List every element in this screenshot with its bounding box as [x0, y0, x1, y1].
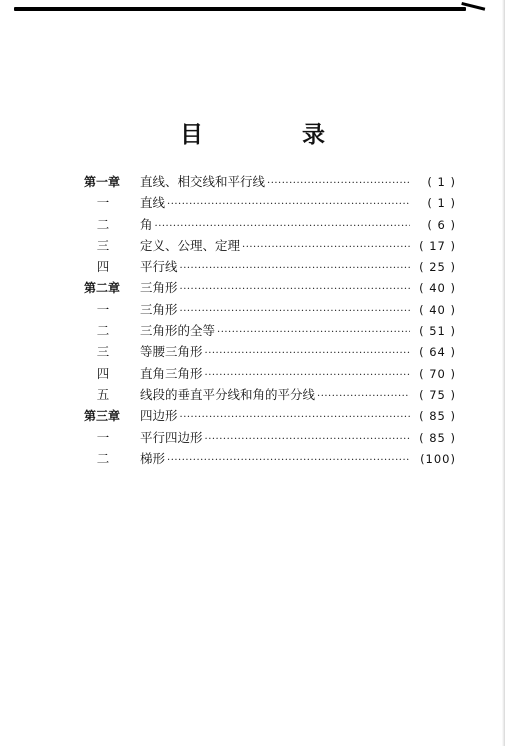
section-number: 一 [96, 429, 110, 445]
toc-chapter-row[interactable] [84, 172, 456, 193]
dot-leader [317, 391, 410, 402]
toc-section-row[interactable] [84, 300, 456, 321]
dot-leader [167, 455, 410, 466]
toc-section-row[interactable] [84, 321, 456, 342]
dot-leader [205, 434, 410, 445]
toc-entry-title: 三角形 [140, 301, 178, 317]
section-number: 四 [96, 259, 110, 275]
dot-leader [217, 327, 410, 338]
toc-section-row[interactable] [84, 193, 456, 214]
section-number: 一 [96, 301, 110, 317]
toc-entry-title: 平行线 [140, 259, 178, 275]
page-number: ( 75 ) [419, 387, 456, 402]
section-number: 二 [96, 323, 110, 339]
dot-leader [180, 306, 410, 317]
page-number: ( 85 ) [419, 409, 456, 424]
page-number: ( 51 ) [419, 324, 456, 339]
page-number: ( 6 ) [427, 217, 456, 232]
toc-entry-title: 三角形的全等 [140, 323, 216, 339]
dot-leader [180, 263, 410, 274]
toc-entry-title: 定义、公理、定理 [140, 237, 241, 253]
toc-section-row[interactable] [84, 257, 456, 278]
chapter-number: 第一章 [84, 175, 121, 189]
toc-entry-title: 梯形 [140, 450, 166, 466]
section-number: 二 [96, 216, 110, 232]
table-of-contents [84, 172, 456, 470]
toc-entry-title: 直角三角形 [140, 365, 203, 381]
section-number: 一 [96, 195, 110, 211]
section-number: 三 [96, 344, 110, 360]
toc-entry-title: 线段的垂直平分线和角的平分线 [140, 386, 316, 402]
top-rule-corner [459, 2, 485, 20]
page-number: ( 70 ) [419, 366, 456, 381]
toc-section-row[interactable] [84, 342, 456, 363]
chapter-number: 第二章 [84, 281, 121, 296]
dot-leader [155, 221, 410, 232]
page-number: ( 40 ) [419, 281, 456, 296]
dot-leader [242, 242, 410, 253]
section-number: 四 [96, 365, 110, 381]
toc-section-row[interactable] [84, 236, 456, 257]
section-number: 五 [96, 386, 110, 402]
toc-section-row[interactable] [84, 428, 456, 449]
page-title: 目 录 [180, 122, 363, 148]
dot-leader [205, 370, 410, 381]
toc-section-row[interactable] [84, 449, 456, 470]
page-number: (100) [420, 451, 456, 466]
toc-chapter-row[interactable] [84, 406, 456, 427]
dot-leader [180, 412, 410, 423]
page-number: ( 64 ) [419, 345, 456, 360]
toc-chapter-row[interactable] [84, 278, 456, 299]
toc-section-row[interactable] [84, 364, 456, 385]
toc-entry-title: 等腰三角形 [140, 344, 203, 360]
chapter-number: 第三章 [84, 409, 121, 424]
dot-leader [205, 348, 410, 359]
page-number: ( 25 ) [419, 260, 456, 275]
section-number: 三 [96, 237, 110, 253]
top-rule [14, 7, 466, 11]
page-number: ( 1 ) [427, 196, 456, 211]
page-number: ( 17 ) [419, 238, 456, 253]
dot-leader [180, 284, 410, 295]
section-number: 二 [96, 450, 110, 466]
toc-entry-title: 平行四边形 [140, 429, 203, 445]
dot-leader [267, 178, 410, 189]
page-number: ( 40 ) [419, 302, 456, 317]
page-number: ( 1 ) [427, 175, 456, 189]
toc-section-row[interactable] [84, 215, 456, 236]
page-number: ( 85 ) [419, 430, 456, 445]
toc-section-row[interactable] [84, 385, 456, 406]
dot-leader [167, 199, 410, 210]
toc-entry-title: 三角形 [140, 280, 178, 296]
toc-entry-title: 直线、相交线和平行线 [140, 174, 266, 189]
toc-entry-title: 角 [140, 216, 153, 232]
toc-entry-title: 直线 [140, 195, 166, 211]
toc-entry-title: 四边形 [140, 408, 178, 424]
